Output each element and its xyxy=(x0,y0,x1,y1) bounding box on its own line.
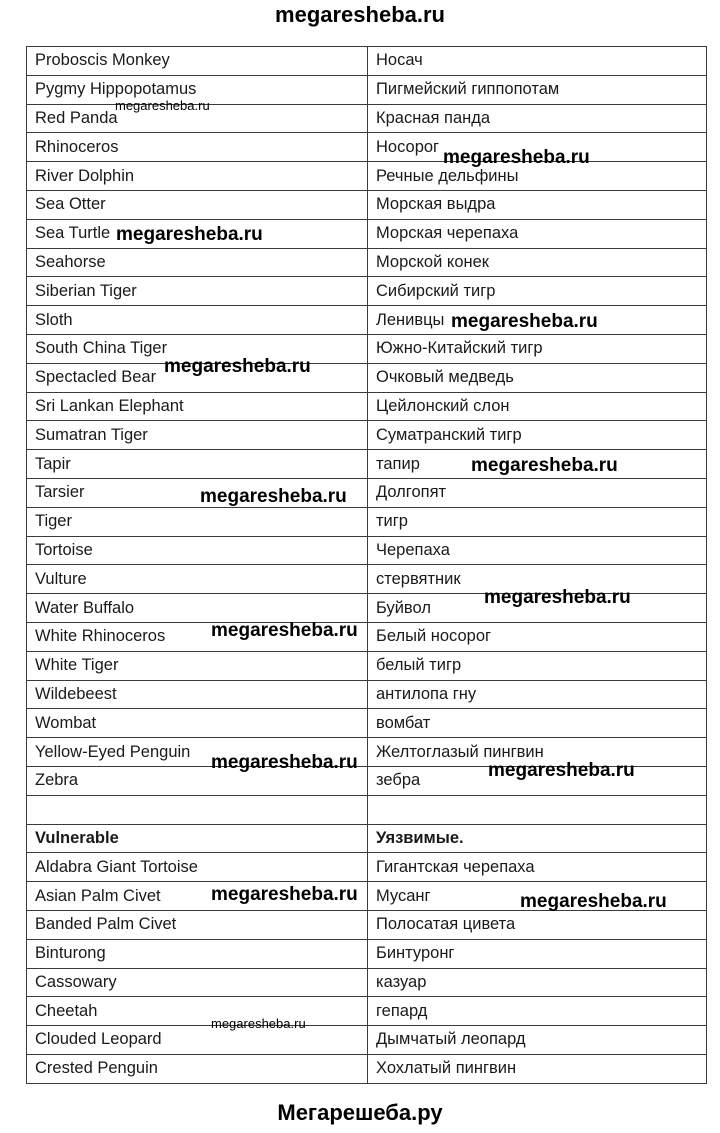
watermark-text: megaresheba.ru xyxy=(211,1016,306,1031)
table-row xyxy=(27,1026,707,1055)
russian-term: Хохлатый пингвин xyxy=(368,1054,707,1083)
table-row xyxy=(27,363,707,392)
vocabulary-table xyxy=(26,46,707,1084)
watermark-text: megaresheba.ru xyxy=(115,98,210,113)
table-row xyxy=(27,795,707,824)
english-term: Sumatran Tiger xyxy=(27,421,368,450)
table-row xyxy=(27,565,707,594)
table-row xyxy=(27,651,707,680)
russian-term: Дымчатый леопард xyxy=(368,1026,707,1055)
table-row xyxy=(27,939,707,968)
english-term: Clouded Leopard xyxy=(27,1026,368,1055)
table-row xyxy=(27,133,707,162)
english-term: Spectacled Bear xyxy=(27,363,368,392)
table-row xyxy=(27,47,707,76)
russian-term: Суматранский тигр xyxy=(368,421,707,450)
russian-term: Сибирский тигр xyxy=(368,277,707,306)
table-row xyxy=(27,507,707,536)
table-row xyxy=(27,853,707,882)
english-term: Yellow-Eyed Penguin xyxy=(27,738,368,767)
russian-term: Носорог xyxy=(368,133,707,162)
table-row xyxy=(27,968,707,997)
english-term: Vulnerable xyxy=(27,824,368,853)
russian-term: Бинтуронг xyxy=(368,939,707,968)
english-term: Binturong xyxy=(27,939,368,968)
english-term: Aldabra Giant Tortoise xyxy=(27,853,368,882)
table-row xyxy=(27,392,707,421)
english-term: Pygmy Hippopotamus xyxy=(27,75,368,104)
russian-term: тапир xyxy=(368,450,707,479)
russian-term: стервятник xyxy=(368,565,707,594)
table-row xyxy=(27,421,707,450)
russian-term: вомбат xyxy=(368,709,707,738)
english-term: Banded Palm Civet xyxy=(27,910,368,939)
table-row xyxy=(27,306,707,335)
russian-term: Морская выдра xyxy=(368,190,707,219)
table-row xyxy=(27,766,707,795)
russian-term: Мусанг xyxy=(368,882,707,911)
russian-term xyxy=(368,795,707,824)
english-term: Sea Otter xyxy=(27,190,368,219)
table-row xyxy=(27,334,707,363)
russian-term: Очковый медведь xyxy=(368,363,707,392)
english-term: Sea Turtle xyxy=(27,219,368,248)
russian-term: Цейлонский слон xyxy=(368,392,707,421)
russian-term: Белый носорог xyxy=(368,622,707,651)
watermark-text: megaresheba.ru xyxy=(211,884,358,905)
table-row xyxy=(27,450,707,479)
table-row xyxy=(27,536,707,565)
watermark-text: megaresheba.ru xyxy=(488,760,635,781)
english-term: Vulture xyxy=(27,565,368,594)
russian-term: Пигмейский гиппопотам xyxy=(368,75,707,104)
english-term xyxy=(27,795,368,824)
table-row xyxy=(27,190,707,219)
watermark-text: megaresheba.ru xyxy=(200,486,347,507)
english-term: Proboscis Monkey xyxy=(27,47,368,76)
table-row xyxy=(27,680,707,709)
english-term: Cheetah xyxy=(27,997,368,1026)
english-term: Tapir xyxy=(27,450,368,479)
table-row xyxy=(27,709,707,738)
watermark-text: megaresheba.ru xyxy=(211,752,358,773)
table-row xyxy=(27,75,707,104)
russian-term: Гигантская черепаха xyxy=(368,853,707,882)
english-term: Wildebeest xyxy=(27,680,368,709)
table-row xyxy=(27,738,707,767)
english-term: White Rhinoceros xyxy=(27,622,368,651)
watermark-text: megaresheba.ru xyxy=(484,587,631,608)
english-term: Zebra xyxy=(27,766,368,795)
russian-term: Красная панда xyxy=(368,104,707,133)
site-footer: Мегарешеба.ру xyxy=(277,1100,443,1125)
watermark-text: megaresheba.ru xyxy=(116,224,263,245)
english-term: Red Panda xyxy=(27,104,368,133)
russian-term: зебра xyxy=(368,766,707,795)
english-term: Tortoise xyxy=(27,536,368,565)
watermark-text: megaresheba.ru xyxy=(164,356,311,377)
watermark-text: megaresheba.ru xyxy=(443,147,590,168)
vocabulary-table-body xyxy=(27,47,707,1084)
table-row xyxy=(27,882,707,911)
russian-term: Черепаха xyxy=(368,536,707,565)
table-section-heading xyxy=(27,824,707,853)
english-term: Cassowary xyxy=(27,968,368,997)
table-row xyxy=(27,622,707,651)
english-term: Sri Lankan Elephant xyxy=(27,392,368,421)
russian-term: белый тигр xyxy=(368,651,707,680)
table-row xyxy=(27,478,707,507)
english-term: Crested Penguin xyxy=(27,1054,368,1083)
table-row xyxy=(27,104,707,133)
russian-term: Желтоглазый пингвин xyxy=(368,738,707,767)
english-term: Rhinoceros xyxy=(27,133,368,162)
english-term: Seahorse xyxy=(27,248,368,277)
russian-term: тигр xyxy=(368,507,707,536)
english-term: Siberian Tiger xyxy=(27,277,368,306)
russian-term: казуар xyxy=(368,968,707,997)
russian-term: Речные дельфины xyxy=(368,162,707,191)
watermark-text: megaresheba.ru xyxy=(471,455,618,476)
watermark-text: megaresheba.ru xyxy=(451,311,598,332)
russian-term: Морской конек xyxy=(368,248,707,277)
table-row xyxy=(27,997,707,1026)
russian-term: Долгопят xyxy=(368,478,707,507)
english-term: Tiger xyxy=(27,507,368,536)
russian-term: Морская черепаха xyxy=(368,219,707,248)
site-header: megaresheba.ru xyxy=(275,2,445,27)
watermark-text: megaresheba.ru xyxy=(211,620,358,641)
table-row xyxy=(27,219,707,248)
english-term: Water Buffalo xyxy=(27,594,368,623)
english-term: South China Tiger xyxy=(27,334,368,363)
english-term: Asian Palm Civet xyxy=(27,882,368,911)
english-term: Tarsier xyxy=(27,478,368,507)
table-row xyxy=(27,162,707,191)
russian-term: Ленивцы xyxy=(368,306,707,335)
english-term: White Tiger xyxy=(27,651,368,680)
table-row xyxy=(27,277,707,306)
russian-term: Южно-Китайский тигр xyxy=(368,334,707,363)
russian-term: Буйвол xyxy=(368,594,707,623)
table-row xyxy=(27,248,707,277)
russian-term: антилопа гну xyxy=(368,680,707,709)
russian-term: Носач xyxy=(368,47,707,76)
russian-term: гепард xyxy=(368,997,707,1026)
russian-term: Уязвимые. xyxy=(368,824,707,853)
table-row xyxy=(27,1054,707,1083)
english-term: Wombat xyxy=(27,709,368,738)
english-term: Sloth xyxy=(27,306,368,335)
table-row xyxy=(27,910,707,939)
watermark-text: megaresheba.ru xyxy=(520,891,667,912)
russian-term: Полосатая цивета xyxy=(368,910,707,939)
table-row xyxy=(27,594,707,623)
english-term: River Dolphin xyxy=(27,162,368,191)
